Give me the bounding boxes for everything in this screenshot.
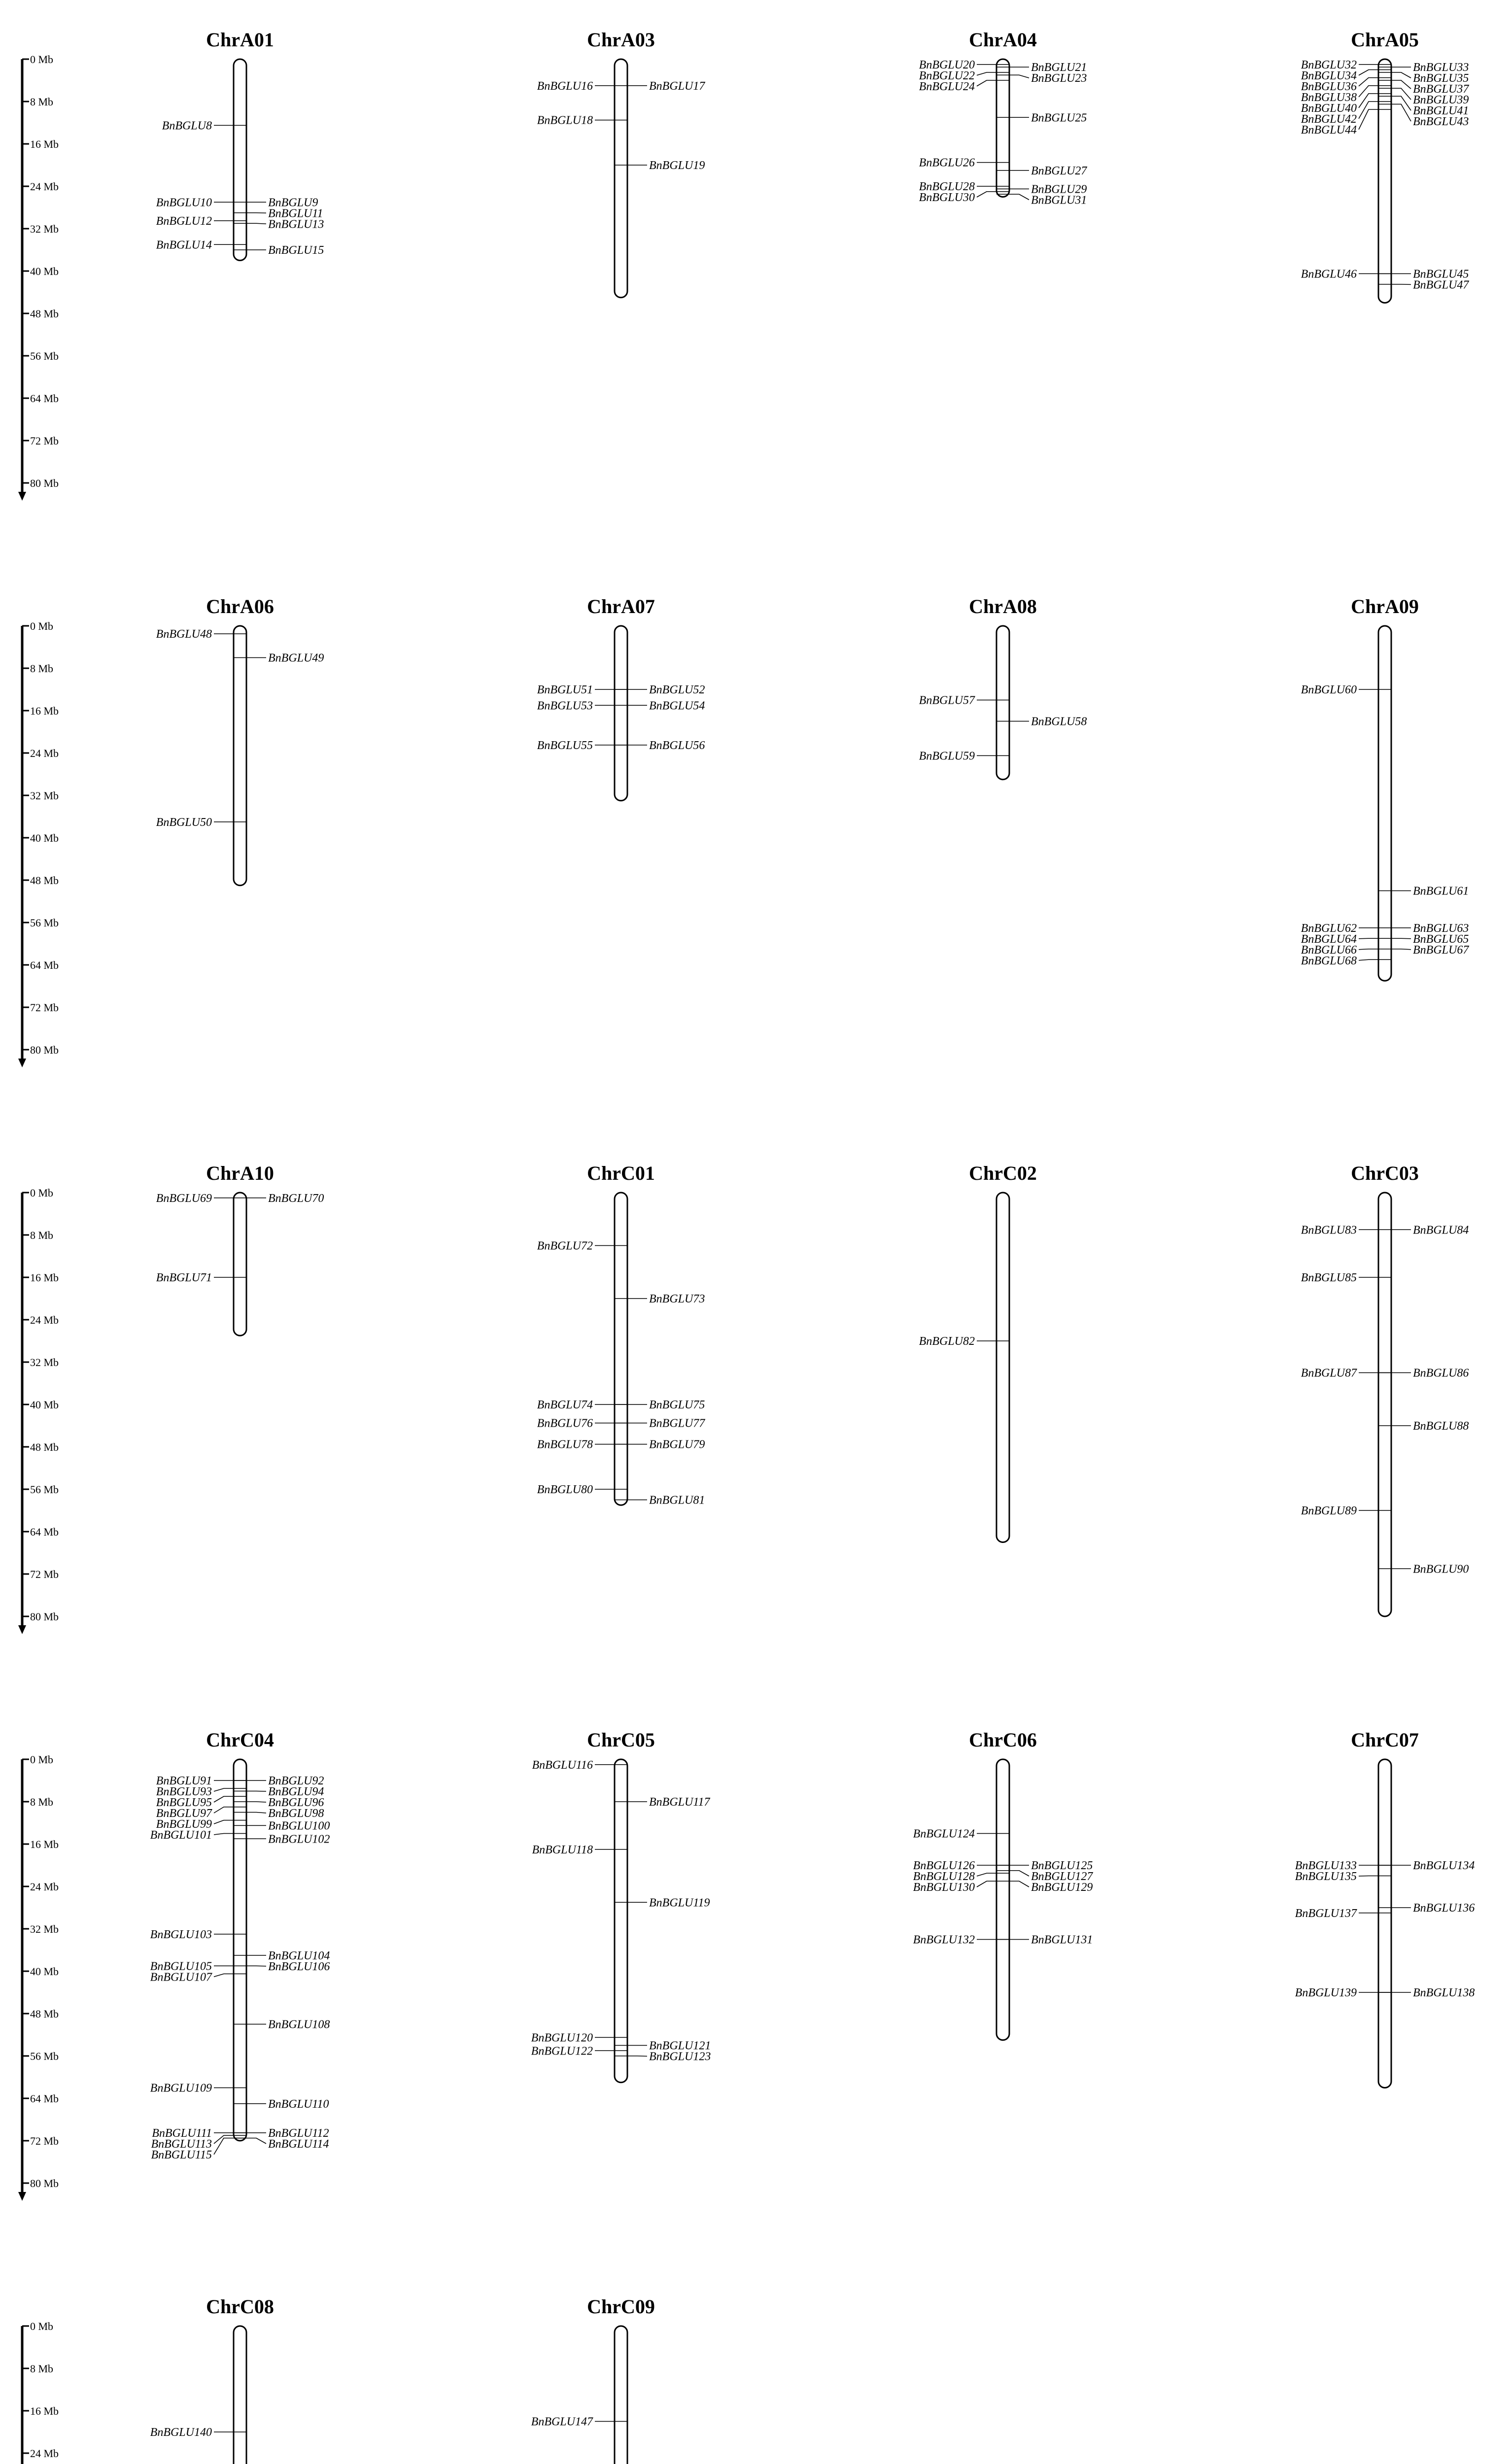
scale-bar bbox=[18, 1753, 59, 2201]
gene-label: BnBGLU122 bbox=[531, 2045, 593, 2058]
scale-tick-label: 24 Mb bbox=[30, 2447, 59, 2460]
scale-tick-label: 24 Mb bbox=[30, 747, 59, 759]
chromosome-chra04 bbox=[919, 29, 1088, 206]
scale-tick-label: 24 Mb bbox=[30, 1881, 59, 1893]
gene-label: BnBGLU96 bbox=[268, 1796, 324, 1809]
chromosome-body bbox=[615, 2326, 627, 2464]
scale-bar bbox=[18, 1187, 59, 1634]
gene-label: BnBGLU68 bbox=[1301, 954, 1357, 967]
gene-label: BnBGLU31 bbox=[1031, 194, 1087, 207]
scale-tick-label: 80 Mb bbox=[30, 1044, 59, 1056]
gene-label: BnBGLU113 bbox=[151, 2137, 212, 2151]
scale-tick-label: 16 Mb bbox=[30, 1271, 59, 1284]
gene-label: BnBGLU88 bbox=[1413, 1420, 1469, 1433]
gene-label: BnBGLU129 bbox=[1031, 1881, 1093, 1894]
gene-connector bbox=[1359, 94, 1378, 108]
gene-label: BnBGLU10 bbox=[156, 196, 212, 209]
gene-label: BnBGLU64 bbox=[1301, 932, 1357, 946]
gene-label: BnBGLU18 bbox=[537, 114, 593, 127]
gene-label: BnBGLU84 bbox=[1413, 1224, 1469, 1237]
scale-tick-label: 56 Mb bbox=[30, 917, 59, 929]
scale-tick-label: 80 Mb bbox=[30, 1610, 59, 1623]
gene-label: BnBGLU66 bbox=[1301, 943, 1357, 957]
gene-label: BnBGLU36 bbox=[1301, 80, 1357, 93]
gene-label: BnBGLU135 bbox=[1295, 1870, 1357, 1883]
gene-label: BnBGLU53 bbox=[537, 699, 593, 713]
gene-label: BnBGLU130 bbox=[913, 1881, 975, 1894]
gene-label: BnBGLU79 bbox=[649, 1438, 705, 1451]
gene-connector bbox=[1391, 96, 1411, 110]
gene-label: BnBGLU136 bbox=[1413, 1902, 1475, 1915]
chromosome-title: ChrC07 bbox=[1351, 1729, 1419, 1751]
gene-label: BnBGLU119 bbox=[649, 1896, 710, 1910]
gene-label: BnBGLU102 bbox=[268, 1833, 330, 1846]
chromosome-title: ChrC05 bbox=[587, 1729, 655, 1751]
scale-tick-label: 16 Mb bbox=[30, 1838, 59, 1850]
chromosome-title: ChrA07 bbox=[587, 595, 655, 617]
gene-label: BnBGLU138 bbox=[1413, 1986, 1475, 1999]
chromosome-title: ChrC09 bbox=[587, 2295, 655, 2318]
gene-connector bbox=[214, 1788, 234, 1791]
gene-connector bbox=[214, 1807, 234, 1813]
scale-tick-label: 40 Mb bbox=[30, 265, 59, 277]
gene-label: BnBGLU51 bbox=[537, 684, 593, 696]
gene-label: BnBGLU56 bbox=[649, 739, 705, 752]
chromosome-body bbox=[234, 1759, 246, 2141]
scale-tick-label: 72 Mb bbox=[30, 1001, 59, 1014]
chromosome-title: ChrA04 bbox=[969, 29, 1037, 51]
gene-label: BnBGLU101 bbox=[150, 1829, 212, 1842]
gene-label: BnBGLU35 bbox=[1413, 72, 1469, 85]
scale-tick-label: 72 Mb bbox=[30, 2135, 59, 2147]
chromosome-title: ChrA01 bbox=[206, 29, 274, 51]
chromosome-chra09 bbox=[1301, 595, 1470, 981]
chromosome-body bbox=[996, 626, 1009, 780]
gene-label: BnBGLU48 bbox=[156, 628, 212, 641]
scale-tick-label: 24 Mb bbox=[30, 1314, 59, 1326]
gene-label: BnBGLU14 bbox=[156, 239, 212, 252]
chromosome-title: ChrC08 bbox=[206, 2295, 274, 2318]
gene-label: BnBGLU21 bbox=[1031, 61, 1087, 74]
scale-tick-label: 16 Mb bbox=[30, 138, 59, 150]
scale-tick-label: 64 Mb bbox=[30, 1526, 59, 1538]
gene-label: BnBGLU49 bbox=[268, 651, 324, 665]
gene-label: BnBGLU87 bbox=[1301, 1367, 1357, 1380]
gene-label: BnBGLU108 bbox=[268, 2018, 330, 2031]
gene-connector bbox=[1359, 949, 1378, 950]
gene-connector bbox=[214, 1974, 234, 1977]
scale-tick-label: 40 Mb bbox=[30, 1399, 59, 1411]
gene-label: BnBGLU54 bbox=[649, 699, 705, 713]
gene-label: BnBGLU123 bbox=[649, 2050, 711, 2063]
gene-label: BnBGLU45 bbox=[1413, 268, 1469, 281]
gene-label: BnBGLU11 bbox=[268, 207, 323, 220]
scale-arrow-icon bbox=[18, 1625, 26, 1634]
scale-tick-label: 16 Mb bbox=[30, 705, 59, 717]
gene-label: BnBGLU137 bbox=[1295, 1907, 1357, 1920]
gene-label: BnBGLU126 bbox=[913, 1859, 975, 1872]
chromosome-chrc06 bbox=[913, 1729, 1094, 2040]
gene-label: BnBGLU13 bbox=[268, 218, 324, 231]
scale-tick-label: 24 Mb bbox=[30, 180, 59, 193]
gene-label: BnBGLU67 bbox=[1413, 943, 1469, 957]
gene-connector bbox=[1009, 194, 1029, 200]
gene-label: BnBGLU100 bbox=[268, 1819, 330, 1833]
gene-label: BnBGLU15 bbox=[268, 244, 324, 257]
gene-label: BnBGLU38 bbox=[1301, 91, 1357, 104]
gene-connector bbox=[977, 80, 996, 86]
chromosome-chra05 bbox=[1301, 29, 1470, 303]
gene-label: BnBGLU73 bbox=[649, 1293, 705, 1305]
gene-label: BnBGLU116 bbox=[532, 1758, 593, 1772]
scale-bar bbox=[18, 53, 59, 501]
gene-label: BnBGLU91 bbox=[156, 1775, 212, 1787]
gene-label: BnBGLU77 bbox=[649, 1417, 705, 1430]
gene-label: BnBGLU134 bbox=[1413, 1859, 1475, 1872]
gene-connector bbox=[1009, 1881, 1029, 1887]
chromosome-body bbox=[1378, 59, 1391, 303]
gene-label: BnBGLU109 bbox=[150, 2082, 212, 2095]
gene-label: BnBGLU133 bbox=[1295, 1859, 1357, 1872]
scale-tick-label: 0 Mb bbox=[30, 53, 54, 66]
gene-label: BnBGLU33 bbox=[1413, 61, 1469, 74]
gene-label: BnBGLU25 bbox=[1031, 111, 1087, 125]
gene-label: BnBGLU27 bbox=[1031, 164, 1087, 177]
chromosome-body bbox=[615, 626, 627, 801]
scale-tick-label: 56 Mb bbox=[30, 350, 59, 362]
gene-label: BnBGLU95 bbox=[156, 1796, 212, 1809]
gene-label: BnBGLU58 bbox=[1031, 715, 1087, 728]
gene-connector bbox=[1391, 284, 1411, 285]
chromosome-body bbox=[996, 1759, 1009, 2040]
chromosome-body bbox=[234, 59, 246, 261]
scale-tick-label: 0 Mb bbox=[30, 1187, 54, 1199]
gene-connector bbox=[246, 223, 266, 224]
gene-label: BnBGLU59 bbox=[919, 750, 975, 763]
gene-label: BnBGLU131 bbox=[1031, 1933, 1093, 1947]
gene-label: BnBGLU125 bbox=[1031, 1859, 1093, 1872]
scale-tick-label: 48 Mb bbox=[30, 308, 59, 320]
gene-connector bbox=[246, 1813, 266, 1814]
chromosome-title: ChrA10 bbox=[206, 1162, 274, 1184]
gene-label: BnBGLU30 bbox=[919, 191, 975, 204]
gene-label: BnBGLU41 bbox=[1413, 104, 1469, 118]
chromosome-chra03 bbox=[537, 29, 706, 298]
gene-label: BnBGLU128 bbox=[913, 1870, 975, 1883]
chromosome-title: ChrC03 bbox=[1351, 1162, 1419, 1184]
gene-label: BnBGLU12 bbox=[156, 214, 212, 228]
chromosome-body bbox=[615, 59, 627, 298]
chromosome-chrc09 bbox=[531, 2295, 711, 2464]
gene-label: BnBGLU90 bbox=[1413, 1563, 1469, 1576]
gene-label: BnBGLU132 bbox=[913, 1933, 975, 1947]
gene-label: BnBGLU23 bbox=[1031, 72, 1087, 85]
gene-connector bbox=[214, 1796, 234, 1802]
gene-connector bbox=[1359, 959, 1378, 960]
gene-label: BnBGLU115 bbox=[151, 2148, 212, 2161]
scale-bar bbox=[18, 620, 59, 1067]
gene-label: BnBGLU103 bbox=[150, 1928, 212, 1941]
scale-tick-label: 72 Mb bbox=[30, 1568, 59, 1580]
gene-label: BnBGLU63 bbox=[1413, 922, 1469, 935]
scale-tick-label: 80 Mb bbox=[30, 2177, 59, 2190]
gene-label: BnBGLU70 bbox=[268, 1192, 324, 1205]
scale-tick-label: 48 Mb bbox=[30, 874, 59, 887]
chromosome-chrc02 bbox=[919, 1162, 1037, 1542]
chromosome-title: ChrA08 bbox=[969, 595, 1037, 617]
scale-tick-label: 64 Mb bbox=[30, 2092, 59, 2105]
scale-tick-label: 56 Mb bbox=[30, 1483, 59, 1496]
gene-connector bbox=[214, 2138, 234, 2155]
gene-label: BnBGLU65 bbox=[1413, 932, 1469, 946]
chromosome-title: ChrC04 bbox=[206, 1729, 274, 1751]
gene-label: BnBGLU46 bbox=[1301, 268, 1357, 281]
gene-label: BnBGLU55 bbox=[537, 739, 593, 752]
scale-tick-label: 56 Mb bbox=[30, 2050, 59, 2062]
gene-label: BnBGLU86 bbox=[1413, 1367, 1469, 1380]
gene-label: BnBGLU74 bbox=[537, 1399, 593, 1411]
chromosome-chrc07 bbox=[1295, 1729, 1475, 2088]
gene-label: BnBGLU89 bbox=[1301, 1505, 1357, 1517]
gene-label: BnBGLU71 bbox=[156, 1271, 212, 1284]
chromosome-title: ChrA05 bbox=[1351, 29, 1419, 51]
scale-tick-label: 48 Mb bbox=[30, 1441, 59, 1453]
chromosome-body bbox=[996, 59, 1009, 197]
gene-label: BnBGLU104 bbox=[268, 1949, 330, 1962]
scale-tick-label: 8 Mb bbox=[30, 96, 54, 108]
scale-tick-label: 16 Mb bbox=[30, 2405, 59, 2417]
gene-label: BnBGLU76 bbox=[537, 1417, 593, 1430]
scale-bar bbox=[18, 2320, 59, 2464]
gene-label: BnBGLU75 bbox=[649, 1399, 705, 1411]
gene-label: BnBGLU82 bbox=[919, 1335, 975, 1348]
gene-label: BnBGLU81 bbox=[649, 1494, 705, 1507]
scale-arrow-icon bbox=[18, 492, 26, 501]
scale-tick-label: 0 Mb bbox=[30, 1753, 54, 1766]
gene-label: BnBGLU78 bbox=[537, 1438, 593, 1451]
chromosome-chrc03 bbox=[1301, 1162, 1469, 1616]
chromosome-chrc04 bbox=[150, 1729, 330, 2161]
gene-label: BnBGLU24 bbox=[919, 80, 975, 93]
scale-tick-label: 40 Mb bbox=[30, 832, 59, 844]
gene-label: BnBGLU147 bbox=[531, 2415, 593, 2429]
scale-tick-label: 32 Mb bbox=[30, 789, 59, 802]
gene-label: BnBGLU19 bbox=[649, 159, 705, 172]
scale-arrow-icon bbox=[18, 1059, 26, 1067]
gene-label: BnBGLU120 bbox=[531, 2031, 593, 2045]
scale-tick-label: 32 Mb bbox=[30, 1356, 59, 1369]
chromosome-body bbox=[234, 2326, 246, 2464]
gene-label: BnBGLU93 bbox=[156, 1785, 212, 1798]
gene-label: BnBGLU112 bbox=[268, 2126, 329, 2140]
chromosome-title: ChrA06 bbox=[206, 595, 274, 617]
gene-label: BnBGLU80 bbox=[537, 1483, 593, 1496]
gene-label: BnBGLU40 bbox=[1301, 102, 1357, 115]
chromosome-body bbox=[234, 626, 246, 886]
chromosome-title: ChrC01 bbox=[587, 1162, 655, 1184]
scale-arrow-icon bbox=[18, 2192, 26, 2201]
gene-label: BnBGLU34 bbox=[1301, 69, 1357, 82]
scale-tick-label: 48 Mb bbox=[30, 2008, 59, 2020]
gene-label: BnBGLU43 bbox=[1413, 115, 1469, 129]
gene-connector bbox=[977, 1881, 996, 1887]
gene-label: BnBGLU61 bbox=[1413, 885, 1469, 898]
gene-label: BnBGLU139 bbox=[1295, 1986, 1357, 1999]
gene-label: BnBGLU98 bbox=[268, 1807, 324, 1820]
gene-connector bbox=[1359, 938, 1378, 939]
chromosome-chra10 bbox=[156, 1162, 324, 1335]
gene-label: BnBGLU83 bbox=[1301, 1224, 1357, 1237]
gene-label: BnBGLU107 bbox=[150, 1971, 212, 1984]
scale-tick-label: 0 Mb bbox=[30, 620, 54, 632]
gene-connector bbox=[1391, 72, 1411, 78]
chromosome-chrc01 bbox=[537, 1162, 706, 1507]
gene-label: BnBGLU118 bbox=[532, 1843, 593, 1856]
chromosome-chra06 bbox=[156, 595, 324, 886]
chromosome-title: ChrA03 bbox=[587, 29, 655, 51]
gene-label: BnBGLU110 bbox=[268, 2097, 329, 2111]
scale-tick-label: 40 Mb bbox=[30, 1965, 59, 1978]
gene-label: BnBGLU105 bbox=[150, 1960, 212, 1973]
scale-tick-label: 80 Mb bbox=[30, 477, 59, 489]
gene-connector bbox=[1359, 1876, 1378, 1877]
scale-tick-label: 64 Mb bbox=[30, 959, 59, 971]
gene-label: BnBGLU17 bbox=[649, 79, 705, 93]
chromosome-chra07 bbox=[537, 595, 705, 801]
scale-tick-label: 32 Mb bbox=[30, 223, 59, 235]
scale-tick-label: 8 Mb bbox=[30, 1229, 54, 1241]
scale-tick-label: 0 Mb bbox=[30, 2320, 54, 2332]
gene-connector bbox=[1359, 78, 1378, 86]
gene-connector bbox=[246, 1791, 266, 1792]
gene-connector bbox=[1391, 88, 1411, 100]
gene-label: BnBGLU39 bbox=[1413, 94, 1469, 107]
gene-label: BnBGLU69 bbox=[156, 1192, 212, 1205]
gene-label: BnBGLU42 bbox=[1301, 112, 1357, 126]
scale-tick-label: 32 Mb bbox=[30, 1923, 59, 1935]
gene-label: BnBGLU47 bbox=[1413, 278, 1469, 292]
gene-connector bbox=[1391, 80, 1411, 89]
gene-label: BnBGLU124 bbox=[913, 1827, 975, 1841]
scale-tick-label: 8 Mb bbox=[30, 662, 54, 675]
gene-connector bbox=[214, 1820, 234, 1824]
gene-label: BnBGLU121 bbox=[649, 2039, 711, 2053]
gene-label: BnBGLU9 bbox=[268, 196, 318, 209]
chromosome-body bbox=[234, 1193, 246, 1335]
gene-label: BnBGLU97 bbox=[156, 1807, 212, 1820]
chromosome-chra01 bbox=[156, 29, 324, 261]
gene-label: BnBGLU106 bbox=[268, 1960, 330, 1973]
chromosome-body bbox=[1378, 1193, 1391, 1616]
gene-connector bbox=[1009, 75, 1029, 78]
gene-connector bbox=[1359, 109, 1378, 130]
gene-label: BnBGLU114 bbox=[268, 2137, 329, 2151]
gene-label: BnBGLU57 bbox=[919, 694, 975, 707]
chromosome-body bbox=[1378, 1759, 1391, 2088]
chromosome-title: ChrC02 bbox=[969, 1162, 1037, 1184]
gene-label: BnBGLU32 bbox=[1301, 58, 1357, 71]
gene-label: BnBGLU29 bbox=[1031, 183, 1087, 196]
chromosome-chrc05 bbox=[531, 1729, 711, 2083]
gene-connector bbox=[1391, 938, 1411, 939]
gene-label: BnBGLU60 bbox=[1301, 684, 1357, 696]
gene-label: BnBGLU99 bbox=[156, 1818, 212, 1831]
chromosome-title: ChrA09 bbox=[1351, 595, 1419, 617]
gene-connector bbox=[1009, 1871, 1029, 1876]
gene-label: BnBGLU8 bbox=[162, 119, 212, 133]
gene-connector bbox=[214, 1834, 234, 1835]
gene-connector bbox=[977, 72, 996, 75]
gene-label: BnBGLU22 bbox=[919, 69, 975, 82]
gene-label: BnBGLU37 bbox=[1413, 83, 1469, 96]
gene-connector bbox=[977, 192, 996, 197]
scale-tick-label: 72 Mb bbox=[30, 435, 59, 447]
gene-connector bbox=[246, 2138, 266, 2144]
gene-label: BnBGLU28 bbox=[919, 180, 975, 193]
gene-label: BnBGLU72 bbox=[537, 1239, 593, 1253]
gene-label: BnBGLU92 bbox=[268, 1775, 324, 1787]
gene-connector bbox=[1391, 949, 1411, 950]
gene-connector bbox=[1359, 70, 1378, 75]
chromosome-body bbox=[615, 1759, 627, 2083]
gene-label: BnBGLU62 bbox=[1301, 922, 1357, 935]
scale-tick-label: 8 Mb bbox=[30, 1796, 54, 1808]
gene-label: BnBGLU26 bbox=[919, 156, 975, 170]
gene-connector bbox=[214, 2135, 234, 2144]
scale-tick-label: 8 Mb bbox=[30, 2362, 54, 2375]
gene-label: BnBGLU16 bbox=[537, 79, 593, 93]
chromosome-chrc08 bbox=[150, 2295, 330, 2464]
chromosome-body bbox=[996, 1193, 1009, 1542]
gene-label: BnBGLU50 bbox=[156, 816, 212, 829]
chromosome-body bbox=[615, 1193, 627, 1505]
gene-label: BnBGLU127 bbox=[1031, 1870, 1093, 1883]
gene-label: BnBGLU20 bbox=[919, 58, 975, 71]
gene-label: BnBGLU52 bbox=[649, 684, 705, 696]
gene-connector bbox=[977, 1873, 996, 1876]
chromosome-chra08 bbox=[919, 595, 1087, 780]
chromosome-title: ChrC06 bbox=[969, 1729, 1037, 1751]
gene-label: BnBGLU111 bbox=[152, 2126, 212, 2140]
gene-label: BnBGLU94 bbox=[268, 1785, 324, 1798]
gene-label: BnBGLU117 bbox=[649, 1796, 710, 1809]
scale-tick-label: 64 Mb bbox=[30, 392, 59, 405]
gene-label: BnBGLU140 bbox=[150, 2426, 212, 2439]
gene-connector bbox=[1359, 86, 1378, 97]
gene-label: BnBGLU85 bbox=[1301, 1271, 1357, 1284]
gene-label: BnBGLU44 bbox=[1301, 123, 1357, 137]
